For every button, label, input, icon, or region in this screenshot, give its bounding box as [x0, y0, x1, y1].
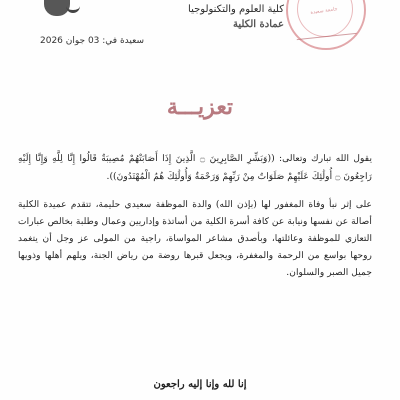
page-title: تعزيـــة	[166, 94, 234, 120]
faculty-name: كلية العلوم والتكنولوجيا	[188, 4, 284, 15]
letterhead	[188, 2, 284, 32]
closing-phrase: إنا لله وإنا إليه راجعون	[153, 379, 247, 390]
letter-body	[18, 150, 372, 291]
stamp-text: جامعة سعيدة	[310, 6, 338, 16]
document-date: سعيدة في: 03 جوان 2026	[40, 36, 145, 46]
deanship-name: عمادة الكلية	[232, 19, 284, 30]
logo-swoosh-icon	[66, 0, 80, 13]
condolence-paragraph: على إثر نبأ وفاة المغفور لها (بإذن الله) والدة الموظفة سعيدي حليمة، تتقدم عميدة الكلية أصالة عن نفسها ونيابة عن كافة أسرة الكلية من أساتذة وإداريين وعمال وطلبة بخالص عبارات التعازي للموظفة وعائلتها، وبأصدق مشاعر المواساة، راجية من المولى عز وجل أن يتغمد روحها بواسع من الرحمة والمغفرة، ويجعل قبرها روضة من رياض الجنة، ويلهم أهلها وذويها جميل الصبر والسلوان.	[18, 199, 372, 278]
quran-verse-paragraph: يقول الله تبارك وتعالى: ((وَبَشِّرِ الصَّابِرِينَ ۝ الَّذِينَ إِذَا أَصَابَتْهُمْ مُصِيبَةٌ قَالُوا إِنَّا لِلَّهِ وَإِنَّا إِلَيْهِ رَاجِعُونَ ۝ أُولَٰئِكَ عَلَيْهِمْ صَلَوَاتٌ مِنْ رَبِّهِمْ وَرَحْمَةٌ وَأُولَٰئِكَ هُمُ الْمُهْتَدُونَ)).	[18, 153, 373, 182]
